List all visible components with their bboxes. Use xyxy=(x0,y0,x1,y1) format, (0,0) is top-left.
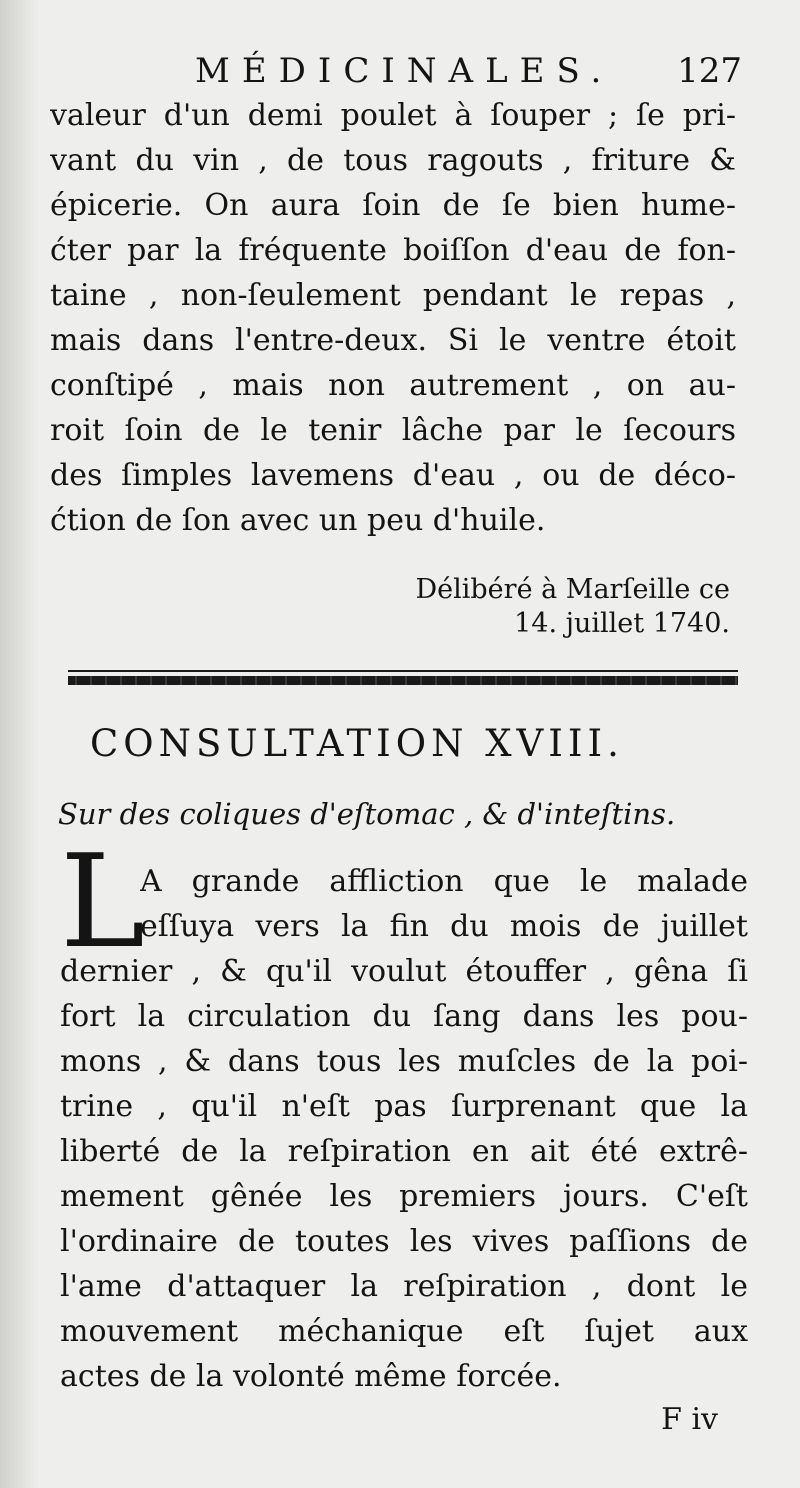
text-line: mouvement méchanique eſt ſujet aux xyxy=(60,1314,748,1349)
text-line: fort la circulation du ſang dans les pou- xyxy=(60,999,748,1034)
text-line: eſſuya vers la fin du mois de juillet xyxy=(140,909,748,944)
text-line: A grande affliction que le malade xyxy=(140,864,748,899)
signoff-date: 14. juillet 1740. xyxy=(514,608,730,639)
text-line: ćter par la fréquente boiſſon d'eau de fon- xyxy=(50,233,736,268)
page-number: 127 xyxy=(677,51,742,91)
text-line: l'ame d'attaquer la reſpiration , dont le xyxy=(60,1269,748,1304)
text-line: l'ordinaire de toutes les vives paſſions de xyxy=(60,1224,748,1259)
text-line: mement gênée les premiers jours. C'eſt xyxy=(60,1179,748,1214)
running-head xyxy=(195,46,742,96)
text-line: épicerie. On aura ſoin de ſe bien hume- xyxy=(50,188,736,223)
text-line: trine , qu'il n'eſt pas ſurprenant que la xyxy=(60,1089,748,1124)
divider-thick-line xyxy=(68,676,738,685)
section-divider xyxy=(68,670,738,688)
divider-thin-line xyxy=(68,670,738,672)
text-line: taine , non-ſeulement pendant le repas , xyxy=(50,278,736,313)
text-line: mons , & dans tous les muſcles de la poi- xyxy=(60,1044,748,1079)
consultation-subtitle: Sur des coliques d'eſtomac , & d'inteſtins. xyxy=(58,797,676,831)
text-line: dernier , & qu'il voulut étouffer , gêna ſi xyxy=(60,954,748,989)
text-line: actes de la volonté même forcée. xyxy=(60,1359,562,1394)
text-line: roit ſoin de le tenir lâche par le ſecours xyxy=(50,413,736,448)
consultation-title: CONSULTATION XVIII. xyxy=(90,722,624,765)
signoff-place: Délibéré à Marſeille ce xyxy=(415,574,730,605)
catchword: F iv xyxy=(661,1402,718,1437)
drop-cap: L xyxy=(60,828,145,977)
text-line: vant du vin , de tous ragouts , friture & xyxy=(50,143,736,178)
running-title: MÉDICINALES. xyxy=(195,51,614,91)
text-line: valeur d'un demi poulet à ſouper ; ſe pri- xyxy=(50,98,736,133)
text-line: liberté de la reſpiration en ait été extrê- xyxy=(60,1134,748,1169)
text-line: conſtipé , mais non autrement , on au- xyxy=(50,368,736,403)
text-line: des ſimples lavemens d'eau , ou de déco- xyxy=(50,458,736,493)
text-line: mais dans l'entre-deux. Si le ventre étoit xyxy=(50,323,736,358)
text-line: ćtion de ſon avec un peu d'huile. xyxy=(50,503,546,538)
